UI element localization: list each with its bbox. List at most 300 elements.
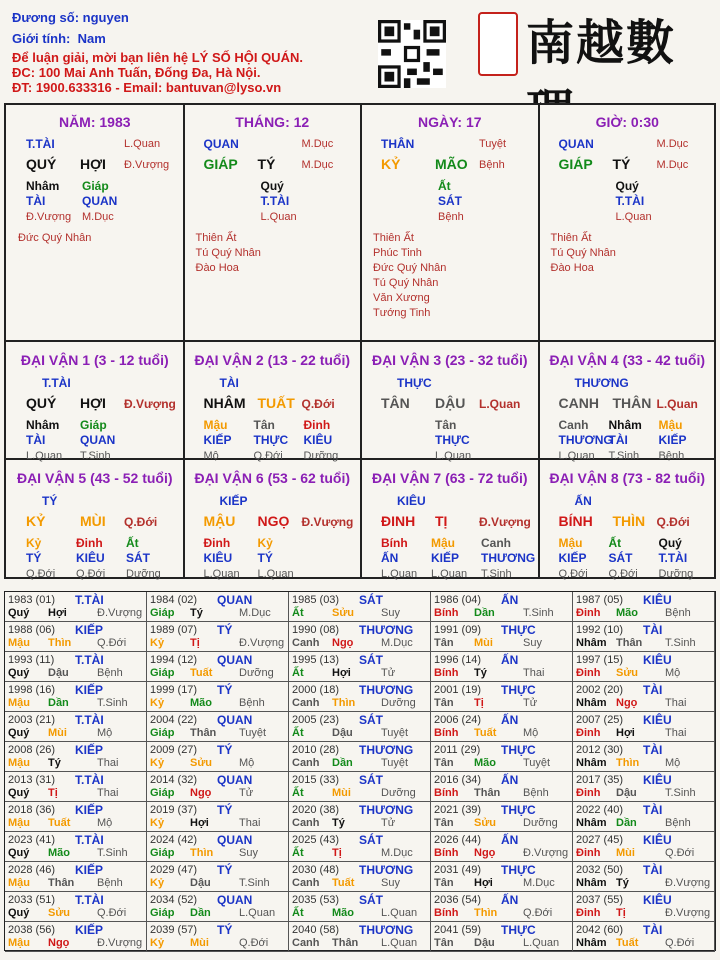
star-item: Đào Hoa [550,262,594,274]
dai-van-state: Đ.Vượng [124,397,176,411]
year-label: 2030 (48) [292,864,340,876]
chart-main [4,103,716,579]
year-cell [573,592,715,622]
year-state: Bệnh [97,667,123,679]
year-can: Mậu [8,637,30,649]
year-chi: Tị [616,907,626,919]
star-item: Thiên Ất [550,232,592,244]
year-state: Bệnh [665,817,691,829]
year-can: Tân [434,637,454,649]
hidden-stem: Giáp [82,179,109,193]
dai-van-hidden-god: KIÊU [76,551,105,565]
year-label: 2005 (23) [292,714,340,726]
year-state: Thai [97,787,119,799]
year-state: T.Sinh [665,637,696,649]
year-state: Suy [523,637,542,649]
pillar-state2: Bệnh [479,159,505,171]
dai-van-hidden: Mậu [658,418,683,432]
pillar-state2: M.Dục [301,159,334,171]
year-label: 2038 (56) [8,924,56,936]
dai-van-hidden-state: L.Quan [558,450,595,462]
dai-van-hidden-god: KIẾP [431,551,460,565]
hidden-god: QUAN [82,194,118,208]
year-label: 2021 (39) [434,804,482,816]
year-label: 1995 (13) [292,654,340,666]
year-state: Mộ [239,757,255,769]
year-state: Bệnh [665,607,691,619]
year-cell [573,922,715,952]
year-can: Giáp [150,787,175,799]
year-state: T.Sinh [239,877,270,889]
year-state: Mộ [97,727,113,739]
year-cell [5,622,147,652]
pillar-god: QUAN [203,137,239,151]
year-god: QUAN [217,833,253,847]
year-cell [5,832,147,862]
hidden-state: Bệnh [438,211,464,223]
dai-van-state: Đ.Vượng [479,515,531,529]
year-can: Đinh [576,667,601,679]
year-state: Đ.Vượng [97,607,143,619]
year-cell [289,652,431,682]
year-god: THỰC [501,863,536,877]
year-can: Nhâm [576,757,607,769]
year-label: 1997 (15) [576,654,624,666]
year-state: Suy [381,607,400,619]
year-god: KIÊU [643,713,672,727]
year-cell [573,862,715,892]
year-chi: Tị [332,847,342,859]
dai-van-can: QUÝ [26,395,57,411]
year-label: 2012 (30) [576,744,624,756]
hidden-stem: Ất [438,179,451,193]
phone-email[interactable]: ĐT: 1900.633316 - Email: bantuvan@lyso.vn [12,80,282,95]
year-label: 1998 (16) [8,684,56,696]
year-state: Tử [381,817,396,829]
year-can: Tân [434,877,454,889]
hidden-stem: Nhâm [26,179,60,193]
dai-van-hidden-state: Dưỡng [303,450,339,462]
star-item: Thiên Ất [195,232,237,244]
year-label: 1996 (14) [434,654,482,666]
dai-van-title: ĐẠI VẬN 5 (43 - 52 tuổi) [16,470,173,486]
dai-van-title: ĐẠI VẬN 1 (3 - 12 tuổi) [20,352,169,368]
dai-van-hidden: Mậu [558,536,583,550]
year-cell [5,922,147,952]
divider [6,340,714,342]
year-can: Canh [292,937,320,949]
year-state: Q.Đới [665,847,695,859]
year-state: Q.Đới [97,637,127,649]
year-chi: Tị [474,697,484,709]
year-chi: Tuất [332,877,355,889]
year-state: L.Quan [523,937,560,949]
year-chi: Mão [616,607,638,619]
year-can: Nhâm [576,637,607,649]
year-cell [431,592,573,622]
year-chi: Dậu [48,667,69,679]
year-chi: Hợi [190,817,209,829]
year-cell [147,862,289,892]
year-label: 2016 (34) [434,774,482,786]
year-cell [431,772,573,802]
dai-van-god: KIÊU [397,494,426,508]
year-god: TÝ [217,623,233,637]
year-god: TÀI [643,863,663,877]
year-state: Tuyệt [381,727,409,739]
year-label: 2001 (19) [434,684,482,696]
dai-van-hidden: Tân [435,418,457,432]
gender-label: Giới tính: Nam [12,31,106,46]
dai-van-hidden-state: L.Quan [26,450,63,462]
hidden-god: T.TÀI [615,194,645,208]
year-god: KIÊU [643,773,672,787]
year-label: 2036 (54) [434,894,482,906]
year-cell [573,652,715,682]
year-god: QUAN [217,653,253,667]
year-chi: Thìn [48,637,72,649]
year-chi: Dậu [190,877,211,889]
pillar-state: Tuyệt [479,138,507,150]
dai-van-title: ĐẠI VẬN 8 (73 - 82 tuổi) [549,470,706,486]
year-can: Tân [434,937,454,949]
year-cell [289,922,431,952]
year-chi: Thìn [332,697,356,709]
year-can: Giáp [150,667,175,679]
dai-van-chi: DẬU [435,395,466,411]
dai-van-hidden: Mậu [431,536,455,550]
dai-van-chi: TUẤT [257,395,295,411]
year-label: 2014 (32) [150,774,198,786]
year-can: Mậu [8,697,30,709]
year-god: KIẾP [75,803,104,817]
dai-van-hidden-god: T.TÀI [658,551,688,565]
year-cell [431,622,573,652]
year-chi: Dậu [474,937,495,949]
year-can: Mậu [8,817,30,829]
year-cell [573,832,715,862]
year-cell [5,742,147,772]
year-god: TÝ [217,803,233,817]
year-state: Mộ [665,757,681,769]
year-god: ẤN [501,773,519,787]
star-item: Tú Quý Nhân [373,277,439,289]
year-god: QUAN [217,713,253,727]
year-can: Kỷ [150,697,165,709]
year-cell [573,682,715,712]
year-can: Bính [434,907,459,919]
year-can: Ất [292,727,304,739]
year-can: Ất [292,787,304,799]
dai-van-hidden-god: SÁT [608,551,633,565]
year-god: THỰC [501,683,536,697]
dai-van-can: NHÂM [203,395,246,411]
year-chi: Ngọ [616,697,638,709]
dai-van-god: THƯƠNG [574,376,629,390]
dai-van-hidden-god: QUAN [80,433,116,447]
year-chi: Hợi [332,667,351,679]
year-state: L.Quan [381,907,418,919]
year-chi: Tị [190,637,200,649]
dai-van-hidden-state: Q.Đới [253,450,283,462]
year-cell [573,742,715,772]
year-state: Dưỡng [239,667,274,679]
year-chi: Mùi [332,787,351,799]
year-chi: Tý [616,877,629,889]
year-can: Ất [292,907,304,919]
dai-van-can: KỶ [26,513,46,529]
year-chi: Sửu [190,757,213,769]
year-cell [431,742,573,772]
year-can: Bính [434,787,459,799]
year-state: Q.Đới [97,907,127,919]
dai-van-hidden-god: KIẾP [203,433,232,447]
year-label: 2029 (47) [150,864,198,876]
year-god: THỰC [501,803,536,817]
year-state: Đ.Vượng [97,937,143,949]
dai-van-hidden-god: THỰC [253,433,289,447]
dai-van-can: MẬU [203,513,236,529]
year-label: 2020 (38) [292,804,340,816]
dai-van-hidden: Quý [658,536,682,550]
year-can: Kỷ [150,877,165,889]
year-state: M.Dục [381,847,413,859]
year-state: Dưỡng [381,787,416,799]
year-state: Bệnh [97,877,123,889]
year-state: Tuyệt [381,757,409,769]
year-label: 1991 (09) [434,624,482,636]
dai-van-hidden: Kỷ [26,536,42,550]
year-can: Ất [292,847,304,859]
year-can: Canh [292,757,320,769]
year-cell [5,862,147,892]
year-label: 1990 (08) [292,624,340,636]
dai-van-hidden-state: L.Quan [381,568,418,580]
pillar-title: NĂM: 1983 [58,114,131,130]
dai-van-hidden-god: THƯƠNG [481,551,536,565]
dai-van-hidden-state: Dưỡng [126,568,161,580]
year-chi: Tuất [474,727,497,739]
address: ĐC: 100 Mai Anh Tuấn, Đống Đa, Hà Nội. [12,65,261,80]
year-can: Mậu [8,937,30,949]
year-label: 2026 (44) [434,834,482,846]
dai-van-hidden: Nhâm [608,418,642,432]
year-cell [147,742,289,772]
hidden-god: SÁT [438,194,462,208]
year-cell [431,892,573,922]
dai-van-hidden-god: ẤN [381,551,399,565]
qr-code-icon[interactable] [378,20,446,88]
year-god: TÝ [217,743,233,757]
pillar-title: GIỜ: 0:30 [595,114,659,130]
year-state: Đ.Vượng [665,907,711,919]
year-cell [147,592,289,622]
year-chi: Hợi [616,727,635,739]
year-chi: Hợi [474,877,493,889]
year-can: Giáp [150,607,175,619]
dai-van-hidden-state: Mộ [203,450,219,462]
star-item: Tú Quý Nhân [195,247,261,259]
year-label: 2031 (49) [434,864,482,876]
year-label: 2034 (52) [150,894,198,906]
contact-note: Để luận giải, mời bạn liên hệ LÝ SỐ HỘI QUÁN. [12,50,303,65]
year-state: Dưỡng [381,697,416,709]
year-god: T.TÀI [75,653,104,667]
year-god: TÀI [643,683,663,697]
year-can: Kỷ [150,937,165,949]
dai-van-hidden: Đinh [203,536,231,550]
year-label: 2013 (31) [8,774,56,786]
year-god: KIẾP [75,683,104,697]
year-label: 1987 (05) [576,594,624,606]
year-state: Đ.Vượng [239,637,285,649]
dai-van-hidden: Tân [253,418,275,432]
year-god: TÀI [643,923,663,937]
year-cell [431,922,573,952]
year-chi: Dần [48,697,69,709]
logo: 南越數 [526,15,677,71]
dai-van-can: TÂN [381,395,410,411]
pillar-state2: Đ.Vượng [124,159,170,171]
dai-van-hidden: Đinh [303,418,331,432]
year-chi: Mão [190,697,212,709]
year-chi: Ngọ [332,637,354,649]
year-label: 2017 (35) [576,774,624,786]
year-can: Canh [292,817,320,829]
star-item: Tú Quý Nhân [550,247,616,259]
dai-van-chi: NGỌ [257,513,290,529]
year-god: KIÊU [643,593,672,607]
year-cell [289,862,431,892]
year-god: T.TÀI [75,833,104,847]
dai-van-hidden-state: Dưỡng [658,568,694,580]
year-chi: Dậu [616,787,637,799]
year-can: Bính [434,727,459,739]
pillar-can: GIÁP [203,156,238,172]
year-state: Thai [665,727,687,739]
year-can: Quý [8,667,30,679]
dai-van-state: L.Quan [479,397,521,411]
year-chi: Sửu [332,607,355,619]
dai-van-god: TÝ [42,494,58,508]
dai-van-can: BÍNH [558,513,593,529]
year-chi: Tuất [48,817,71,829]
year-can: Canh [292,697,320,709]
year-can: Nhâm [576,697,607,709]
dai-van-hidden-god: SÁT [126,551,150,565]
year-cell [289,892,431,922]
year-chi: Dậu [332,727,353,739]
year-cell [147,652,289,682]
star-item: Tướng Tinh [373,307,431,319]
year-can: Kỷ [150,637,165,649]
pillar-god: THÂN [381,137,415,151]
year-chi: Tý [474,667,487,679]
pillar-title: THÁNG: 12 [235,114,310,130]
dai-van-hidden-god: KIÊU [303,433,333,447]
year-state: Q.Đới [665,937,695,949]
year-can: Nhâm [576,877,607,889]
pillar-state: M.Dục [656,138,689,150]
year-chi: Dần [190,907,211,919]
year-label: 2019 (37) [150,804,198,816]
year-can: Nhâm [576,937,607,949]
year-god: T.TÀI [75,773,104,787]
year-god: ẤN [501,833,519,847]
hidden-stem: Quý [260,179,284,193]
year-label: 2037 (55) [576,894,624,906]
dai-van-title: ĐẠI VẬN 4 (33 - 42 tuổi) [549,352,706,368]
year-can: Tân [434,757,454,769]
year-label: 2033 (51) [8,894,56,906]
year-cell [289,622,431,652]
dai-van-hidden-god: TÀI [608,433,628,447]
year-god: THƯƠNG [359,923,414,937]
pillar-chi: MÃO [435,156,468,172]
year-chi: Thìn [616,757,640,769]
year-can: Canh [292,877,320,889]
year-can: Tân [434,697,454,709]
year-cell [147,922,289,952]
year-cell [147,772,289,802]
year-state: Đ.Vượng [523,847,569,859]
pillar-can: QUÝ [26,156,57,172]
dai-van-hidden-state: L.Quan [431,568,468,580]
year-cell [573,802,715,832]
year-state: Thai [239,817,261,829]
year-state: Tuyệt [239,727,267,739]
year-chi: Mùi [190,937,209,949]
year-can: Quý [8,847,30,859]
year-can: Đinh [576,847,601,859]
dai-van-state: Đ.Vượng [301,515,354,529]
year-cell [5,772,147,802]
dai-van-state: Q.Đới [124,515,158,529]
dai-van-god: ẤN [574,494,592,508]
year-label: 1989 (07) [150,624,198,636]
year-label: 2024 (42) [150,834,198,846]
year-cell [147,622,289,652]
dai-van-hidden: Kỷ [257,536,273,550]
year-state: Mộ [665,667,681,679]
dai-van-chi: HỢI [80,395,106,411]
year-cell [289,592,431,622]
year-can: Kỷ [150,757,165,769]
hidden-state: M.Dục [82,211,114,223]
year-god: T.TÀI [75,893,104,907]
dai-van-title: ĐẠI VẬN 3 (23 - 32 tuổi) [371,352,528,368]
year-label: 2040 (58) [292,924,340,936]
dai-van-chi: TỊ [435,513,448,529]
year-god: KIÊU [643,833,672,847]
owner-name: Đương số: nguyen [12,10,129,25]
year-can: Đinh [576,607,601,619]
dai-van-state: Q.Đới [301,397,335,411]
year-can: Bính [434,667,459,679]
year-god: TÝ [217,683,233,697]
year-cell [5,802,147,832]
dai-van-hidden-god: TÝ [26,551,42,565]
dai-van-god: TÀI [219,376,239,390]
year-chi: Tý [190,607,203,619]
dai-van-hidden-god: KIẾP [658,433,687,447]
dai-van-hidden: Nhâm [26,418,60,432]
hidden-god: TÀI [26,194,46,208]
year-state: Mộ [523,727,539,739]
year-label: 2028 (46) [8,864,56,876]
header [0,0,720,100]
dai-van-hidden: Ất [126,536,139,550]
